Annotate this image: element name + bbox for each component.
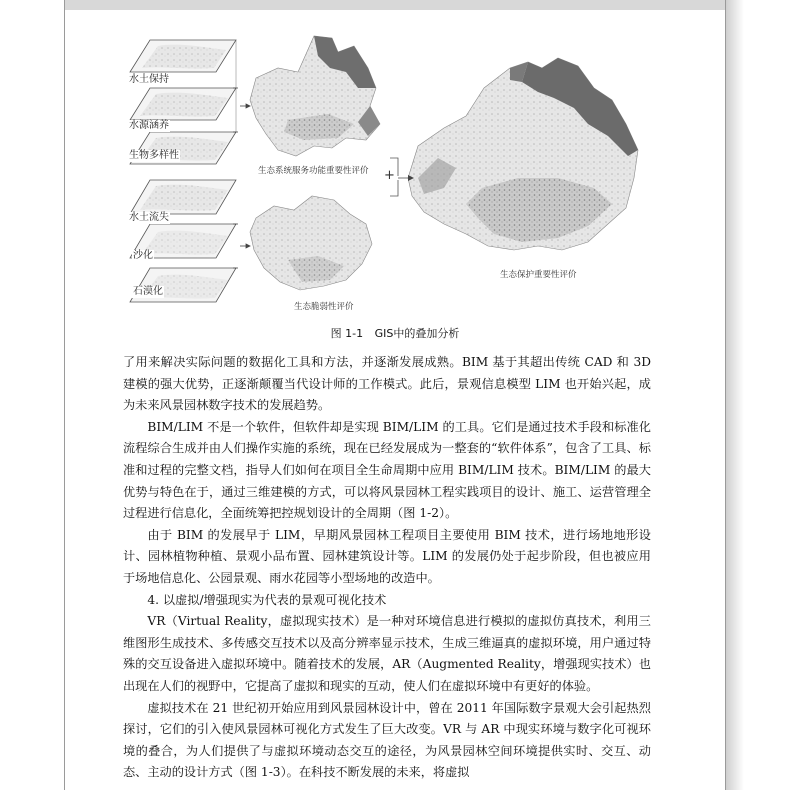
layer-stack-lower — [130, 180, 236, 302]
stack-arrows — [233, 88, 250, 268]
body-text — [123, 352, 651, 784]
layer-label: 石漠化 — [133, 286, 163, 297]
page-top-band — [64, 0, 725, 10]
page-left-edge — [64, 0, 65, 790]
figure-caption — [0, 325, 790, 341]
layer-stack-upper — [130, 40, 236, 164]
gis-overlay-figure — [118, 28, 678, 318]
protection-map — [408, 58, 638, 250]
map-caption-protection: 生态保护重要性评价 — [500, 270, 577, 280]
paragraph: 了用来解决实际问题的数据化工具和方法，并逐渐发展成熟。BIM 基于其超出传统 CAD 和 3D 建模的强大优势，正逐渐颠覆当代设计师的工作模式。此后，景观信息模型 LIM 也开始兴起，成为未来风景园林数字技术的发展趋势。 — [123, 355, 651, 413]
map-caption-vulnerability: 生态脆弱性评价 — [294, 302, 354, 312]
page-shadow — [726, 0, 744, 790]
layer-label: 水土保持 — [129, 74, 169, 85]
figure-number: 图 1-1 — [330, 327, 364, 340]
plus-sign: + — [384, 168, 395, 183]
layer-label: 水源涵养 — [129, 120, 169, 131]
services-map — [250, 36, 380, 156]
section-heading: 4. 以虚拟/增强现实为代表的景观可视化技术 — [147, 592, 387, 607]
layer-label: 沙化 — [133, 250, 153, 261]
vulnerability-map — [250, 196, 372, 290]
paragraph: 虚拟技术在 21 世纪初开始应用到风景园林设计中，曾在 2011 年国际数字景观大会引起热烈探讨，它们的引入使风景园林可视化方式发生了巨大改变。VR 与 AR 中现实环境与数字化可视环境的叠合，为人们提供了与虚拟环境动态交互的途径，为风景园林空间环境提供实时、交互、动态、主动的设计方式（图 1-3）。在科技不断发展的未来，将虚拟 — [123, 700, 651, 780]
overlay-diagram — [118, 28, 678, 318]
layer-label: 水土流失 — [129, 212, 169, 223]
paragraph: 由于 BIM 的发展早于 LIM，早期风景园林工程项目主要使用 BIM 技术，进行场地地形设计、园林植物种植、景观小品布置、园林建筑设计等。LIM 的发展仍处于起步阶段，但也被应用于场地信息化、公园景观、雨水花园等小型场地的改造中。 — [123, 527, 651, 585]
paragraph: VR（Virtual Reality，虚拟现实技术）是一种对环境信息进行模拟的虚拟仿真技术，利用三维图形生成技术、多传感交互技术以及高分辨率显示技术，生成三维逼真的虚拟环境，用户通过特殊的交互设备进入虚拟环境中。随着技术的发展，AR（Augmented Reality，增强现实技术）也出现在人们的视野中，它提高了虚拟和现实的互动，使人们在虚拟环境中有更好的体验。 — [123, 614, 651, 693]
figure-title: GIS中的叠加分析 — [374, 327, 460, 340]
paragraph: BIM/LIM 不是一个软件，但软件却是实现 BIM/LIM 的工具。它们是通过技术手段和标准化流程综合生成并由人们操作实施的系统，现在已经发展成为一整套的“软件体系”，包含了工具、标准和过程的完整文档，指导人们如何在项目全生命周期中应用 BIM/LIM 技术。BIM/LIM 的最大优势与特色在于，通过三维建模的方式，可以将风景园林工程实践项目的设计、施工、运营管理全过程进行信息化，全面统筹把控规划设计的全周期（图 1-2）。 — [123, 419, 651, 521]
layer-label: 生物多样性 — [129, 150, 179, 161]
map-caption-services: 生态系统服务功能重要性评价 — [258, 166, 369, 176]
